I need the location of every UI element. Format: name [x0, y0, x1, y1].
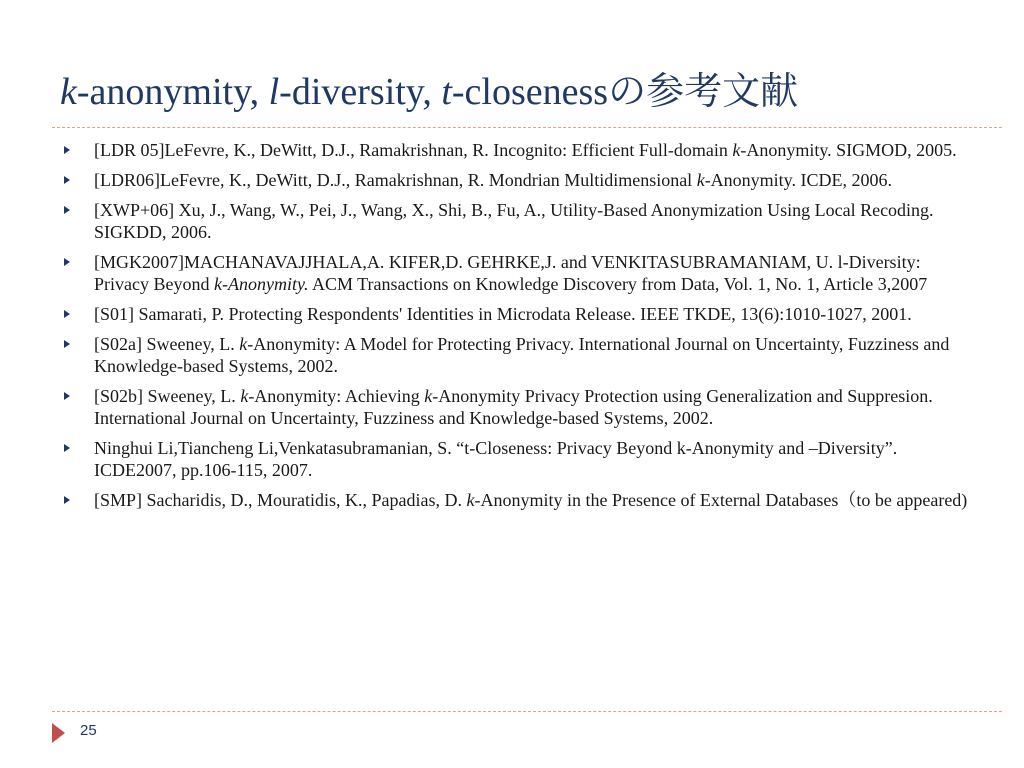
reference-italic: k: [732, 140, 741, 160]
reference-italic: k: [466, 490, 475, 510]
reference-text: [LDR 05]LeFevre, K., DeWitt, D.J., Ramakrishnan, R. Incognito: Efficient Full-domain: [94, 140, 733, 160]
reference-text: [MGK2007]MACHANAVAJJHALA,A. KIFER,D. GEHRKE,J. and VENKITASUBRAMANIAM, U. l-Diversity: Privacy Beyond: [94, 252, 921, 294]
bullet-icon: [64, 496, 70, 504]
title-t: t: [441, 71, 452, 113]
reference-item: [58, 199, 968, 243]
reference-italic: k: [240, 386, 249, 406]
footer-divider: [52, 711, 1002, 712]
reference-text: -Anonymity Privacy Protection using Generalization and Suppresion. International Journal on Uncertainty, Fuzziness and Knowledge-based Systems, 2002.: [94, 386, 933, 428]
reference-text: [S02b] Sweeney, L.: [94, 386, 241, 406]
reference-item: [58, 385, 968, 429]
reference-item: [58, 303, 968, 325]
title-k: k: [60, 71, 77, 113]
reference-item: [58, 437, 968, 481]
bullet-icon: [64, 340, 70, 348]
bullet-icon: [64, 258, 70, 266]
bullet-icon: [64, 176, 70, 184]
reference-text: Ninghui Li,Tiancheng Li,Venkatasubramanian, S. “t-Closeness: Privacy Beyond k-Anonymity and –Diversity”. ICDE2007, pp.106-115, 2007.: [94, 438, 898, 480]
slide-title: [60, 68, 1000, 116]
reference-item: [58, 139, 968, 161]
bullet-icon: [64, 206, 70, 214]
reference-item: [58, 251, 968, 295]
reference-italic: k-Anonymity.: [213, 274, 309, 294]
reference-text: [XWP+06] Xu, J., Wang, W., Pei, J., Wang, X., Shi, B., Fu, A., Utility-Based Anonymization Using Local Recoding. SIGKDD, 2006.: [94, 200, 934, 242]
reference-text: [S01] Samarati, P. Protecting Respondents' Identities in Microdata Release. IEEE TKDE, 13(6):1010-1027, 2001.: [94, 304, 912, 324]
reference-italic: k: [424, 386, 433, 406]
reference-text: -Anonymity: Achieving: [248, 386, 425, 406]
reference-item: [58, 169, 968, 191]
title-divider: [52, 127, 1002, 128]
reference-item: [58, 333, 968, 377]
reference-italic: k: [239, 334, 248, 354]
title-l: l: [268, 71, 280, 113]
bullet-icon: [64, 146, 70, 154]
title-part-3: -closeness: [451, 71, 609, 113]
page-number: 25: [80, 722, 97, 739]
reference-text: [S02a] Sweeney, L.: [94, 334, 240, 354]
title-part-1: -anonymity,: [76, 71, 269, 113]
reference-text: ACM Transactions on Knowledge Discovery from Data, Vol. 1, No. 1, Article 3,2007: [308, 274, 928, 294]
title-part-4: の参考文献: [608, 71, 799, 113]
reference-list: [58, 139, 968, 519]
bullet-icon: [64, 392, 70, 400]
reference-text: -Anonymity. ICDE, 2006.: [704, 170, 893, 190]
reference-text: -Anonymity in the Presence of External Databases（to be appeared): [474, 490, 968, 510]
reference-text: -Anonymity: A Model for Protecting Privacy. International Journal on Uncertainty, Fuzziness and Knowledge-based Systems, 2002.: [94, 334, 950, 376]
bullet-icon: [64, 310, 70, 318]
triangle-marker-icon: [52, 723, 65, 743]
bullet-icon: [64, 444, 70, 452]
reference-item: [58, 489, 968, 511]
reference-text: [LDR06]LeFevre, K., DeWitt, D.J., Ramakrishnan, R. Mondrian Multidimensional: [94, 170, 697, 190]
title-part-2: -diversity,: [279, 71, 442, 113]
reference-text: -Anonymity. SIGMOD, 2005.: [740, 140, 957, 160]
reference-italic: k: [696, 170, 705, 190]
reference-text: [SMP] Sacharidis, D., Mouratidis, K., Papadias, D.: [94, 490, 467, 510]
